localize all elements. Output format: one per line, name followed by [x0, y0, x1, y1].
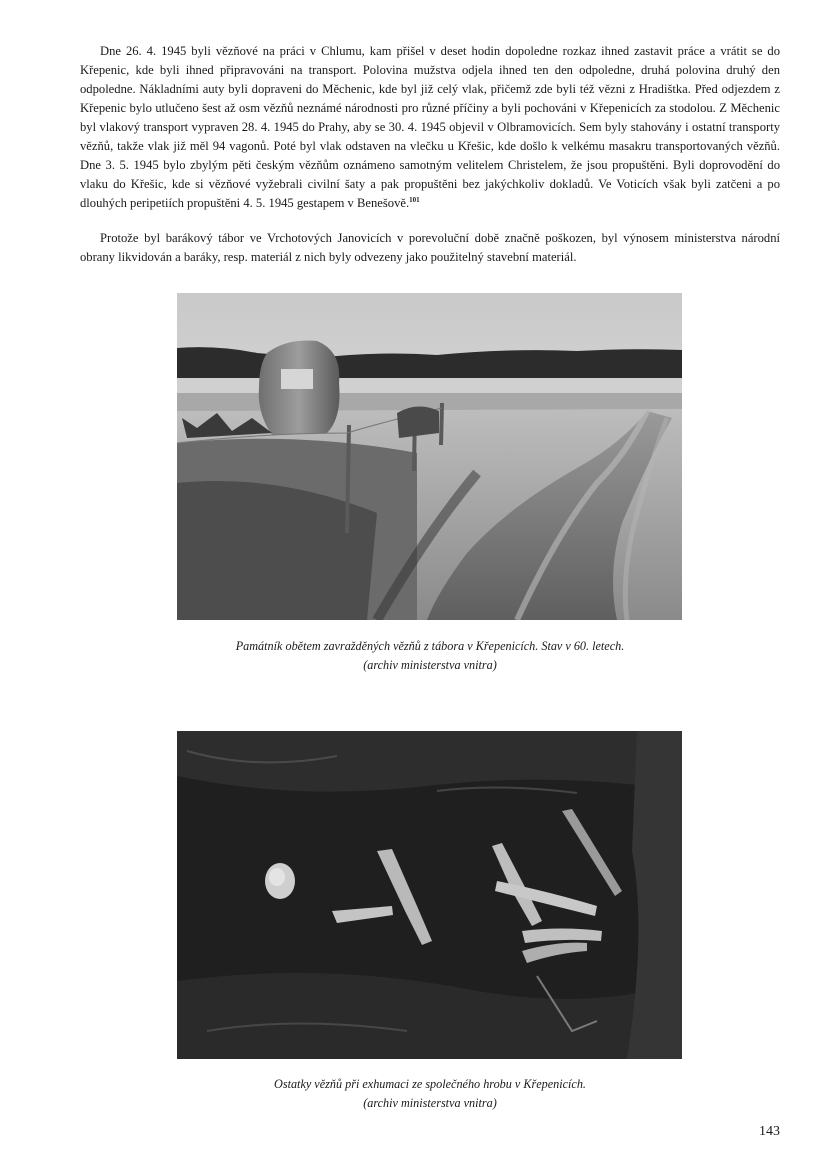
page-number: 143 [759, 1124, 780, 1139]
figure-1-caption-source: (archiv ministerstva vnitra) [363, 658, 497, 672]
figure-2-caption [150, 1075, 710, 1113]
footnote-marker: 101 [409, 196, 420, 204]
figure-2-caption-source: (archiv ministerstva vnitra) [363, 1096, 497, 1110]
figure-1-caption-title: Památník obětem zavražděných vězňů z tábora v Křepenicích. Stav v 60. letech. [235, 639, 625, 653]
figure-2-caption-title: Ostatky vězňů při exhumaci ze společného hrobu v Křepenicích. [274, 1077, 586, 1091]
body-paragraph-2 [80, 229, 780, 267]
exhumation-photo [177, 731, 682, 1059]
body-paragraph-1 [80, 42, 780, 213]
paragraph-2-text: Protože byl barákový tábor ve Vrchotových Janovicích v porevoluční době značně poškozen, byl výnosem ministerstva národní obrany likvidován a baráky, resp. materiál z nich byly odvezeny jako použitelný stavební materiál. [80, 231, 780, 264]
paragraph-1-text: Dne 26. 4. 1945 byli vězňové na práci v Chlumu, kam přišel v deset hodin dopoledne rozkaz ihned zastavit práce a vrátit se do Křepenic, kde byli ihned připravováni na transport. Polovina mužstva odjela ihned ten den odpoledne, druhá polovina druhý den odpoledne. Nákladními auty byli dopraveni do Měchenic, kde byl již celý vlak, přičemž zde byli též vězni z Hradištka. Před odjezdem z Křepenic bylo utlučeno šest až osm vězňů neznámé národnosti pro různé příčiny a byli pochováni v Křepenicích za stodolou. Z Měchenic byl vlakový transport vypraven 28. 4. 1945 do Prahy, aby se 30. 4. 1945 objevil v Olbramovicích. Sem byly stahovány i ostatní transporty vězňů, takže vlak již měl 94 vagonů. Poté byl vlak odstaven na vlečku u Křešic, kde došlo k velkému masakru transportovaných vězňů. Dne 3. 5. 1945 bylo zbylým pěti českým vězňům oznámeno samotným velitelem Christelem, že jsou propuštěni. Byli doprovodění do vlaku do Křešic, kde si vězňové vyžebrali civilní šaty a pak propuštěni bez jakýchkoliv dokladů. Ve Voticích však byli zatčeni a po dlouhých peripetiích propuštěni 4. 5. 1945 gestapem v Benešově. [80, 44, 780, 210]
figure-1-caption [150, 637, 710, 675]
memorial-photo [177, 293, 682, 620]
